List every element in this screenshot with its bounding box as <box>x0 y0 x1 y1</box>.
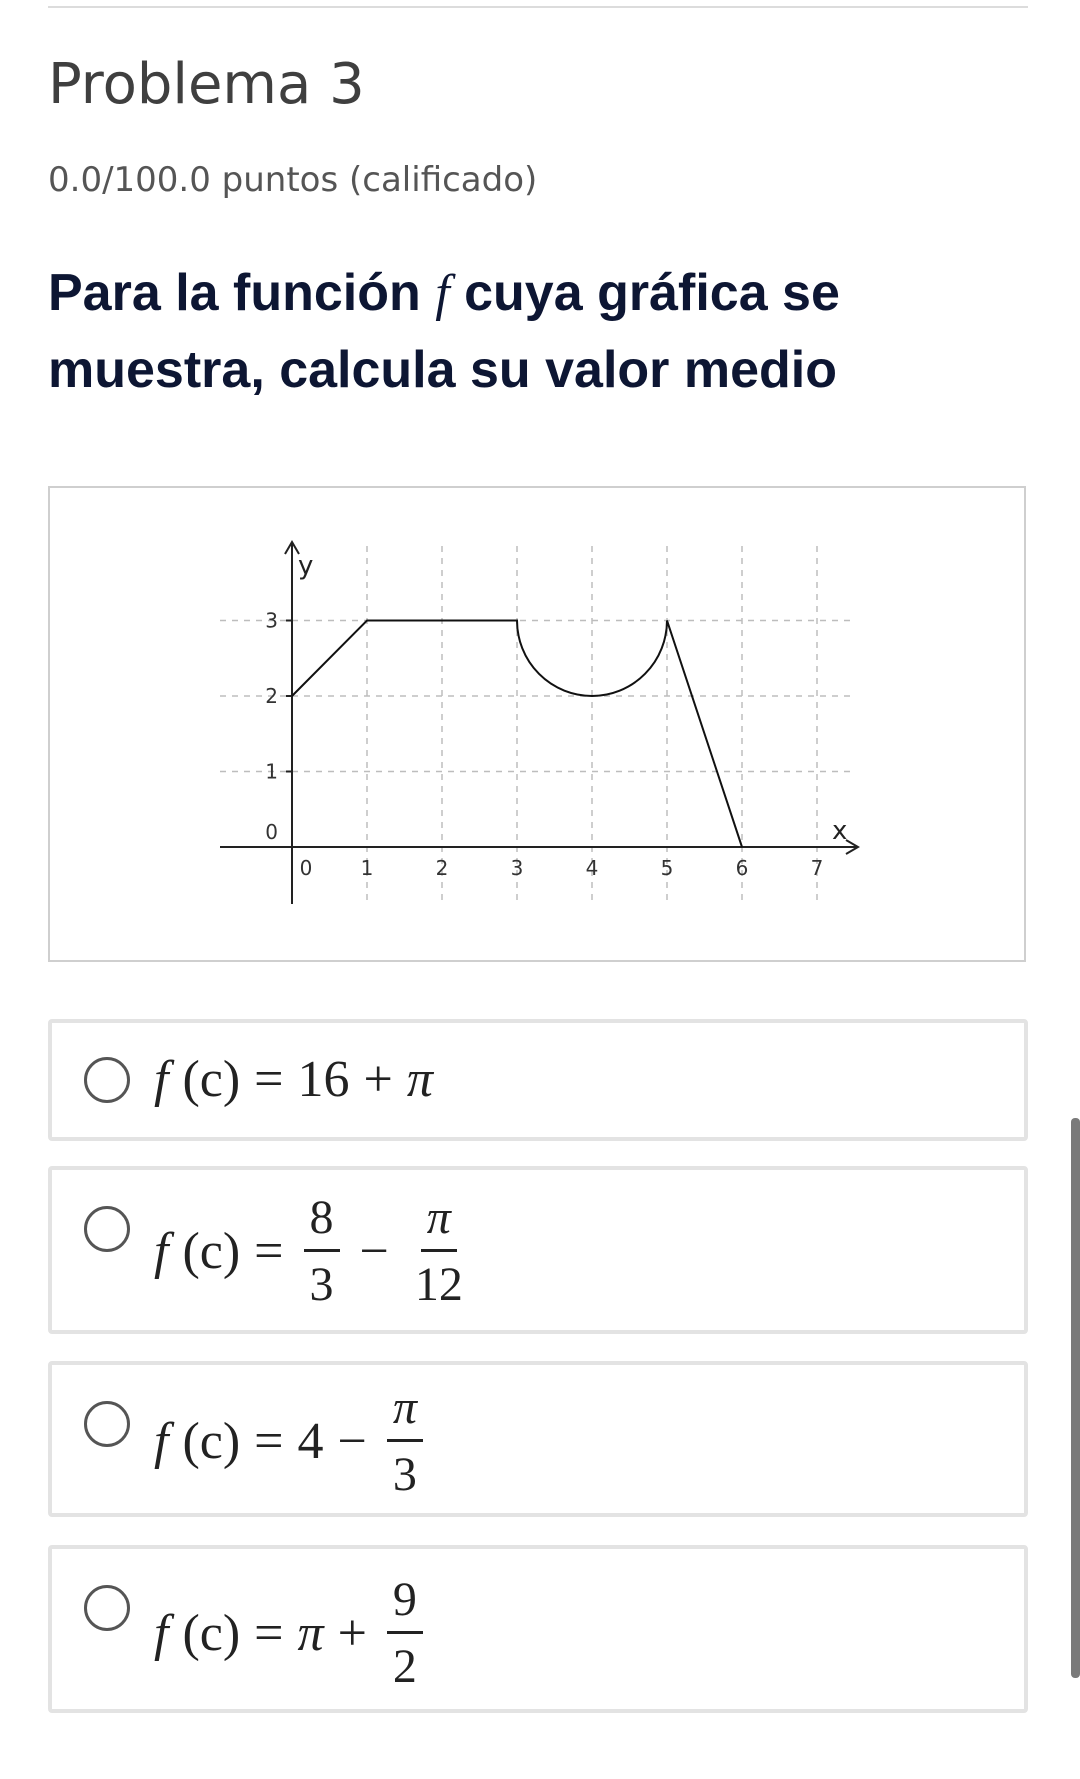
radio-button[interactable] <box>84 1401 130 1447</box>
operator: − <box>337 1412 367 1470</box>
x-tick-label: 3 <box>510 856 524 880</box>
answer-option-3[interactable] <box>48 1361 1028 1517</box>
x-tick-label: 1 <box>360 856 374 880</box>
question-function-var: f <box>435 265 450 322</box>
function-symbol: f <box>154 1604 169 1662</box>
function-arg: (c) <box>182 1050 241 1108</box>
equals-sign: = <box>254 1604 284 1662</box>
fraction <box>387 1573 423 1694</box>
page-scrollbar[interactable] <box>1071 1118 1080 1678</box>
function-arg: (c) <box>182 1222 241 1280</box>
score-status: 0.0/100.0 puntos (calificado) <box>48 160 538 200</box>
y-tick-label: 1 <box>265 759 278 784</box>
function-symbol: f <box>154 1222 169 1280</box>
function-symbol: f <box>154 1050 169 1108</box>
question-text-start: Para la función <box>48 264 436 322</box>
function-arg: (c) <box>182 1604 241 1662</box>
x-axis-label: x <box>832 816 848 846</box>
x-tick-label: 6 <box>735 856 749 880</box>
y-tick-label: 0 <box>265 820 278 844</box>
fraction <box>304 1191 340 1312</box>
radio-button[interactable] <box>84 1206 130 1252</box>
function-arg: (c) <box>182 1412 241 1470</box>
answer-option-2[interactable] <box>48 1166 1028 1334</box>
fraction-numerator: π <box>387 1381 423 1442</box>
fraction-denominator: 2 <box>392 1639 417 1693</box>
fraction-numerator: 9 <box>387 1573 423 1634</box>
x-tick-label: 0 <box>299 856 313 880</box>
option-formula <box>154 1371 429 1511</box>
question-text-end: cuya gráfica se muestra, calcula su valor medio <box>48 264 840 399</box>
operator: − <box>359 1222 389 1280</box>
term: π <box>406 1050 433 1108</box>
question-text <box>48 255 948 408</box>
option-formula <box>154 1049 433 1109</box>
answer-option-4[interactable] <box>48 1545 1028 1713</box>
option-formula <box>154 1178 475 1324</box>
x-tick-label: 5 <box>660 856 674 880</box>
option-formula <box>154 1559 429 1707</box>
fraction <box>387 1381 423 1502</box>
y-tick-label: 2 <box>265 684 278 708</box>
fraction <box>409 1191 469 1312</box>
radio-button[interactable] <box>84 1057 130 1103</box>
equals-sign: = <box>254 1050 284 1108</box>
radio-button[interactable] <box>84 1585 130 1631</box>
fraction-denominator: 3 <box>392 1447 417 1501</box>
operator: + <box>363 1050 393 1108</box>
x-tick-label: 2 <box>435 856 449 880</box>
answer-option-1[interactable] <box>48 1019 1028 1141</box>
fraction-denominator: 12 <box>414 1257 463 1311</box>
fraction-numerator: 8 <box>304 1191 340 1252</box>
graph-figure <box>48 486 1026 962</box>
equals-sign: = <box>254 1412 284 1470</box>
operator: + <box>337 1604 367 1662</box>
x-tick-label: 7 <box>810 856 824 880</box>
y-tick-label: 3 <box>265 608 278 633</box>
equals-sign: = <box>254 1222 284 1280</box>
y-axis-label: y <box>298 551 314 581</box>
term: 4 <box>297 1412 324 1470</box>
function-symbol: f <box>154 1412 169 1470</box>
problem-title: Problema 3 <box>48 52 365 117</box>
term: 16 <box>297 1050 350 1108</box>
x-tick-label: 4 <box>585 856 599 880</box>
fraction-numerator: π <box>421 1191 457 1252</box>
fraction-denominator: 3 <box>309 1257 334 1311</box>
term: π <box>297 1604 324 1662</box>
function-graph <box>50 488 1024 960</box>
top-divider <box>48 6 1028 8</box>
